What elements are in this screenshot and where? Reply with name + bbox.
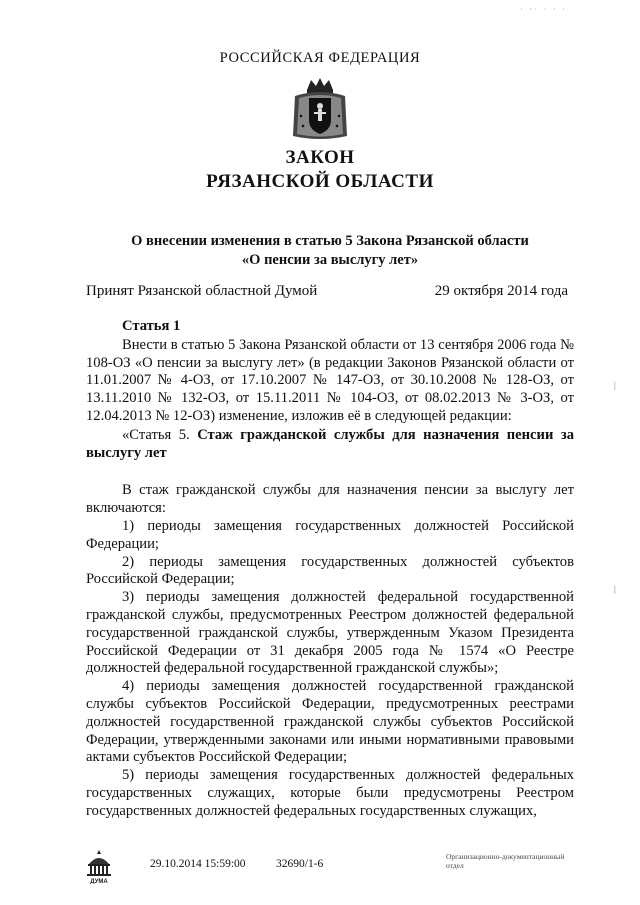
law-title-line2: РЯЗАНСКОЙ ОБЛАСТИ [206,171,434,192]
logo-text: ДУМА [90,879,108,884]
list-item: 5) периоды замещения государственных должностей федеральных государственных служащих, которые были предусмотрены Реестром государственных должностей федеральных государственных служащих, [86,767,574,819]
adopted-date: 29 октября 2014 года [434,283,568,299]
adoption-line [86,283,568,300]
subject-line1: О внесении изменения в статью 5 Закона Рязанской области [131,233,529,249]
duma-building-icon [84,848,114,884]
page-footer [0,848,640,888]
article-heading: Статья 1 [122,318,181,334]
footer-date: 29.10.2014 15:59:00 [150,858,246,870]
quote-prefix: «Статья 5. [122,426,198,443]
footer-department [446,852,586,870]
law-title-line1: ЗАКОН [285,147,355,168]
article-text: Внести в статью 5 Закона Рязанской области от 13 сентября 2006 года № 108-ОЗ «О пенсии за выслугу лет» (в редакции Законов Рязанской области от 11.01.2007 № 4-ОЗ, от 17.10.2007 № 147-ОЗ, от 30.10.2008 № 128-ОЗ, от 13.11.2010 № 132-ОЗ, от 15.11.2011 № 104-ОЗ, от 08.02.2013 № 3-ОЗ, от 12.04.2013 № 12-ОЗ) изменение, изложив её в следующей редакции: [86,336,574,424]
coat-of-arms-icon [289,76,351,142]
quote-title: Стаж гражданской службы для назначения пенсии за выслугу лет [86,426,575,461]
law-title [0,146,640,194]
dept-line2: отдел [446,861,464,870]
list-item: 4) периоды замещения должностей государственной гражданской службы субъектов Российской Федерации, предусмотренных реестрами должностей государственной гражданской службы субъектов Российской Федерации, утвержденными законами или иными нормативными правовыми актами субъектов Российской Федерации; [86,678,574,766]
intro-paragraph: В стаж гражданской службы для назначения пенсии за выслугу лет включаются: [86,482,574,517]
footer-reg-number: 32690/1-6 [276,858,324,870]
margin-mark: | [614,380,616,390]
list-item: 3) периоды замещения должностей федеральной государственной гражданской службы, предусмотренных Реестром должностей федеральной государственной гражданской службы, утвержденным Указом Президента Российской Федерации от 31 декабря 2005 года № 1574 «О Реестре должностей федеральной государственной гражданской службы»; [86,589,574,677]
adopted-by: Принят Рязанской областной Думой [86,283,318,299]
law-subject [60,232,600,270]
article-body [86,318,574,821]
scan-artifact: · ·· · · · [520,4,567,14]
subject-line2: «О пенсии за выслугу лет» [241,252,419,268]
dept-line1: Организационно-документационный [446,852,565,861]
country-heading: РОССИЙСКАЯ ФЕДЕРАЦИЯ [219,50,421,66]
margin-mark: | [614,584,616,594]
article-quote [86,427,574,463]
list-item: 2) периоды замещения государственных должностей субъектов Российской Федерации; [86,553,574,588]
list-item: 1) периоды замещения государственных должностей Российской Федерации; [86,517,574,552]
